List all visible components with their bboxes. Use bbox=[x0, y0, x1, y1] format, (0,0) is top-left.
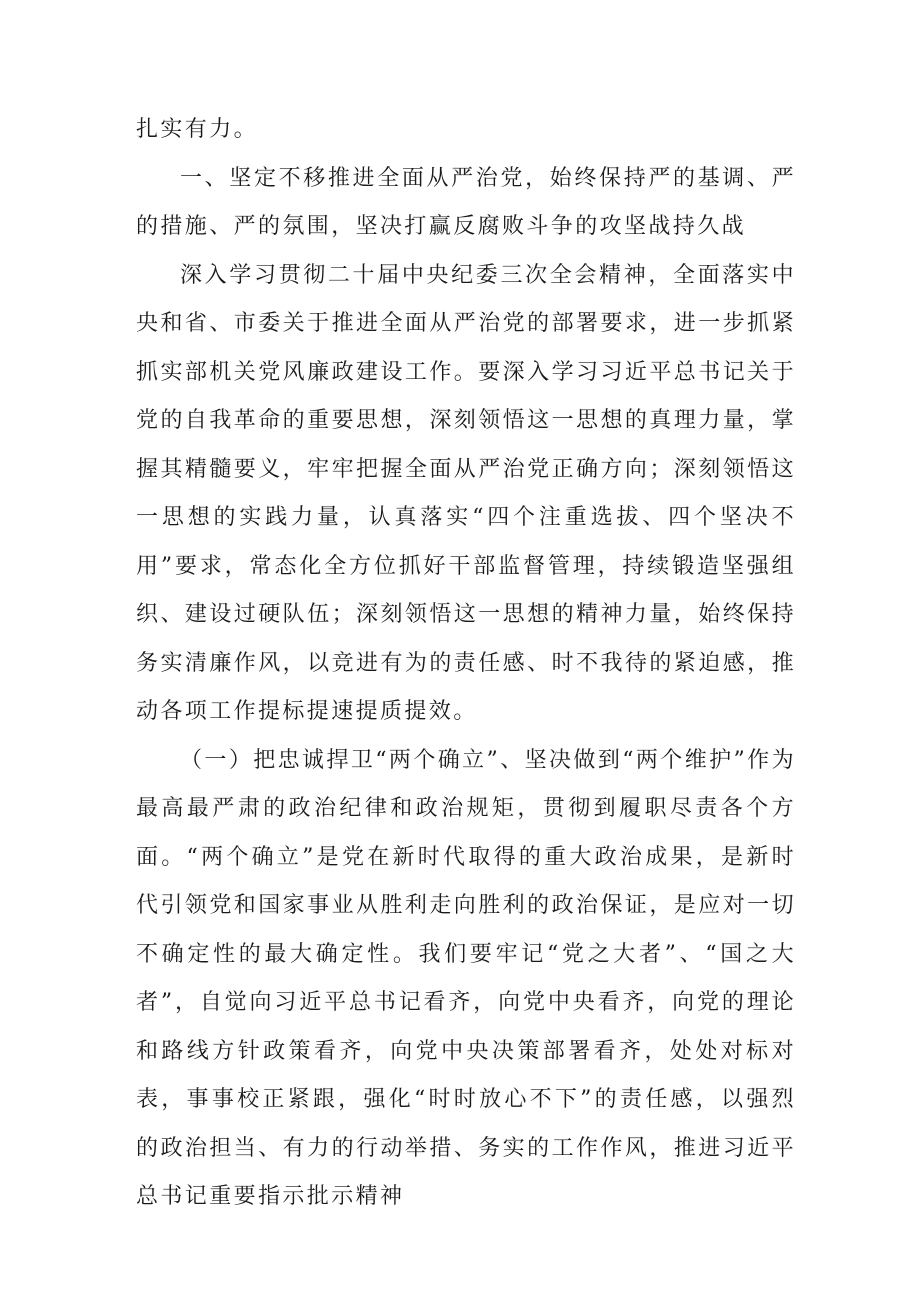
section-heading: 一、坚定不移推进全面从严治党，始终保持严的基调、严的措施、严的氛围，坚决打赢反腐败斗争的攻坚战持久战 bbox=[136, 165, 796, 239]
document-body bbox=[136, 106, 796, 1222]
paragraph-continuation: 扎实有力。 bbox=[136, 117, 259, 142]
paragraph-body: 深入学习贯彻二十届中央纪委三次全会精神，全面落实中央和省、市委关于推进全面从严治党的部署要求，进一步抓紧抓实部机关党风廉政建设工作。要深入学习习近平总书记关于党的自我革命的重要思想，深刻领悟这一思想的真理力量，掌握其精髓要义，牢牢把握全面从严治党正确方向；深刻领悟这一思想的实践力量，认真落实“四个注重选拔、四个坚决不用”要求，常态化全方位抓好干部监督管理，持续锻造坚强组织、建设过硬队伍；深刻领悟这一思想的精神力量，始终保持务实清廉作风，以竞进有为的责任感、时不我待的紧迫感，推动各项工作提标提速提质提效。 bbox=[136, 262, 796, 724]
subsection-paragraph: （一）把忠诚捍卫“两个确立”、坚决做到“两个维护”作为最高最严肃的政治纪律和政治规矩，贯彻到履职尽责各个方面。“两个确立”是党在新时代取得的重大政治成果，是新时代引领党和国家事业从胜利走向胜利的政治保证，是应对一切不确定性的最大确定性。我们要牢记“党之大者”、“国之大者”，自觉向习近平总书记看齐，向党中央看齐，向党的理论和路线方针政策看齐，向党中央决策部署看齐，处处对标对表，事事校正紧跟，强化“时时放心不下”的责任感，以强烈的政治担当、有力的行动举措、务实的工作作风，推进习近平总书记重要指示批示精神 bbox=[136, 747, 796, 1209]
